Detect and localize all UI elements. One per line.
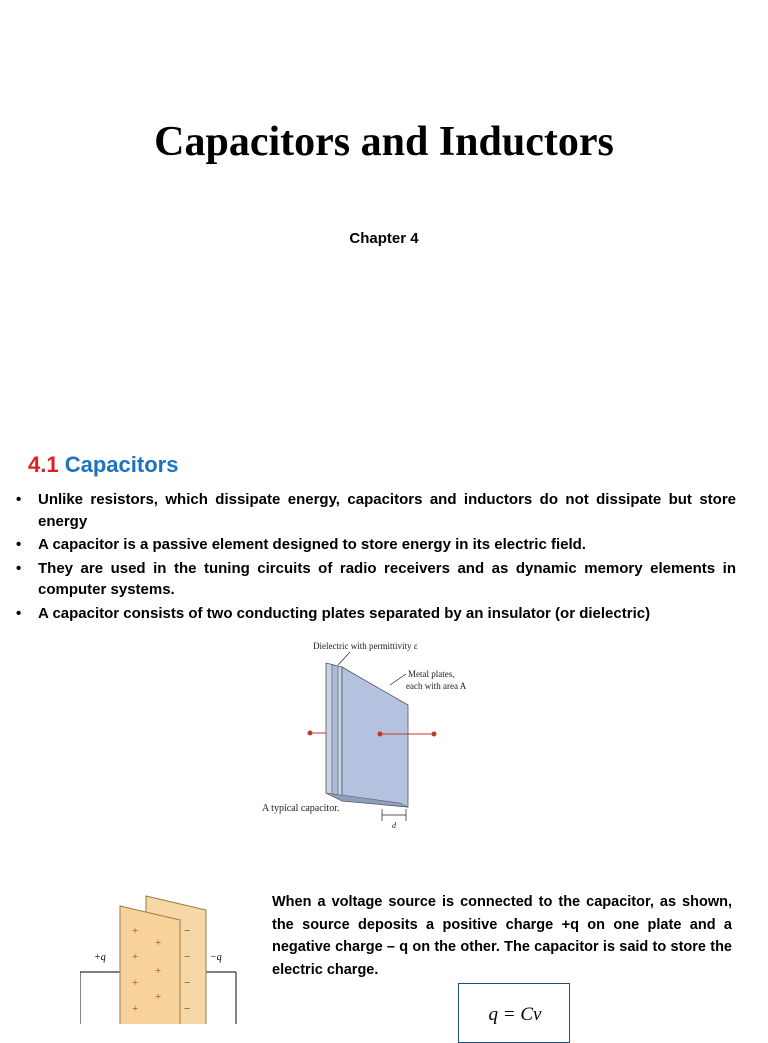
plus-sign: + bbox=[155, 937, 162, 949]
plates-pointer bbox=[390, 674, 406, 685]
minus-sign: − bbox=[184, 925, 191, 937]
bullet-list bbox=[16, 489, 736, 626]
capacitor-figure bbox=[250, 635, 500, 835]
bullet-text: They are used in the tuning circuits of radio receivers and as dynamic memory elements in computer systems. bbox=[38, 559, 736, 598]
plus-sign: + bbox=[132, 977, 139, 989]
plates-label-line2: each with area A bbox=[406, 681, 467, 691]
section-number: 4.1 bbox=[28, 452, 59, 477]
bullet-item: • A capacitor consists of two conducting plates separated by an insulator (or dielectric) bbox=[16, 604, 651, 622]
gap-label: d bbox=[392, 821, 396, 830]
negative-charge-label: −q bbox=[210, 952, 222, 963]
equation: q = Cv bbox=[488, 1004, 542, 1025]
plus-sign: + bbox=[155, 965, 162, 977]
bullet-item: • They are used in the tuning circuits of radio receivers and as dynamic memory elements in computer systems. bbox=[16, 559, 736, 598]
page-title: Capacitors and Inductors bbox=[154, 119, 614, 165]
left-terminal bbox=[308, 731, 313, 736]
equation-box bbox=[458, 983, 570, 1043]
dielectric-label: Dielectric with permittivity ε bbox=[313, 641, 418, 651]
plus-sign: + bbox=[132, 951, 139, 963]
positive-charge-label: +q bbox=[94, 952, 106, 963]
bullet-text: A capacitor is a passive element designed to store energy in its electric field. bbox=[38, 536, 586, 553]
positive-plate bbox=[120, 906, 180, 1024]
bullet-item: • A capacitor is a passive element designed to store energy in its electric field. bbox=[16, 536, 586, 553]
chapter-label: Chapter 4 bbox=[349, 230, 419, 247]
plus-sign: + bbox=[132, 925, 139, 937]
bullet-text: A capacitor consists of two conducting plates separated by an insulator (or dielectric) bbox=[38, 604, 651, 622]
minus-sign: − bbox=[184, 1003, 191, 1015]
left-plate-edge bbox=[332, 665, 338, 797]
right-terminal bbox=[432, 732, 437, 737]
plus-sign: + bbox=[132, 1003, 139, 1015]
plus-sign: + bbox=[155, 991, 162, 1003]
section-heading bbox=[28, 452, 178, 478]
plate-contact bbox=[378, 732, 383, 737]
section-name: Capacitors bbox=[64, 452, 179, 477]
figure-caption: A typical capacitor. bbox=[262, 803, 340, 814]
dielectric-pointer bbox=[338, 652, 350, 665]
minus-sign: − bbox=[184, 977, 191, 989]
metal-plate bbox=[342, 667, 408, 807]
explanation-paragraph: When a voltage source is connected to the capacitor, as shown, the source deposits a positive charge +q on one plate and a negative charge – q on the other. The capacitor is said to store the electric charge. bbox=[272, 894, 732, 978]
bullet-item: • Unlike resistors, which dissipate energy, capacitors and inductors do not dissipate but store energy bbox=[16, 491, 736, 530]
plates-label-line1: Metal plates, bbox=[408, 669, 455, 679]
minus-sign: − bbox=[184, 951, 191, 963]
bullet-text: Unlike resistors, which dissipate energy, capacitors and inductors do not dissipate but store energy bbox=[38, 491, 736, 530]
charged-plates-figure bbox=[80, 880, 240, 1024]
